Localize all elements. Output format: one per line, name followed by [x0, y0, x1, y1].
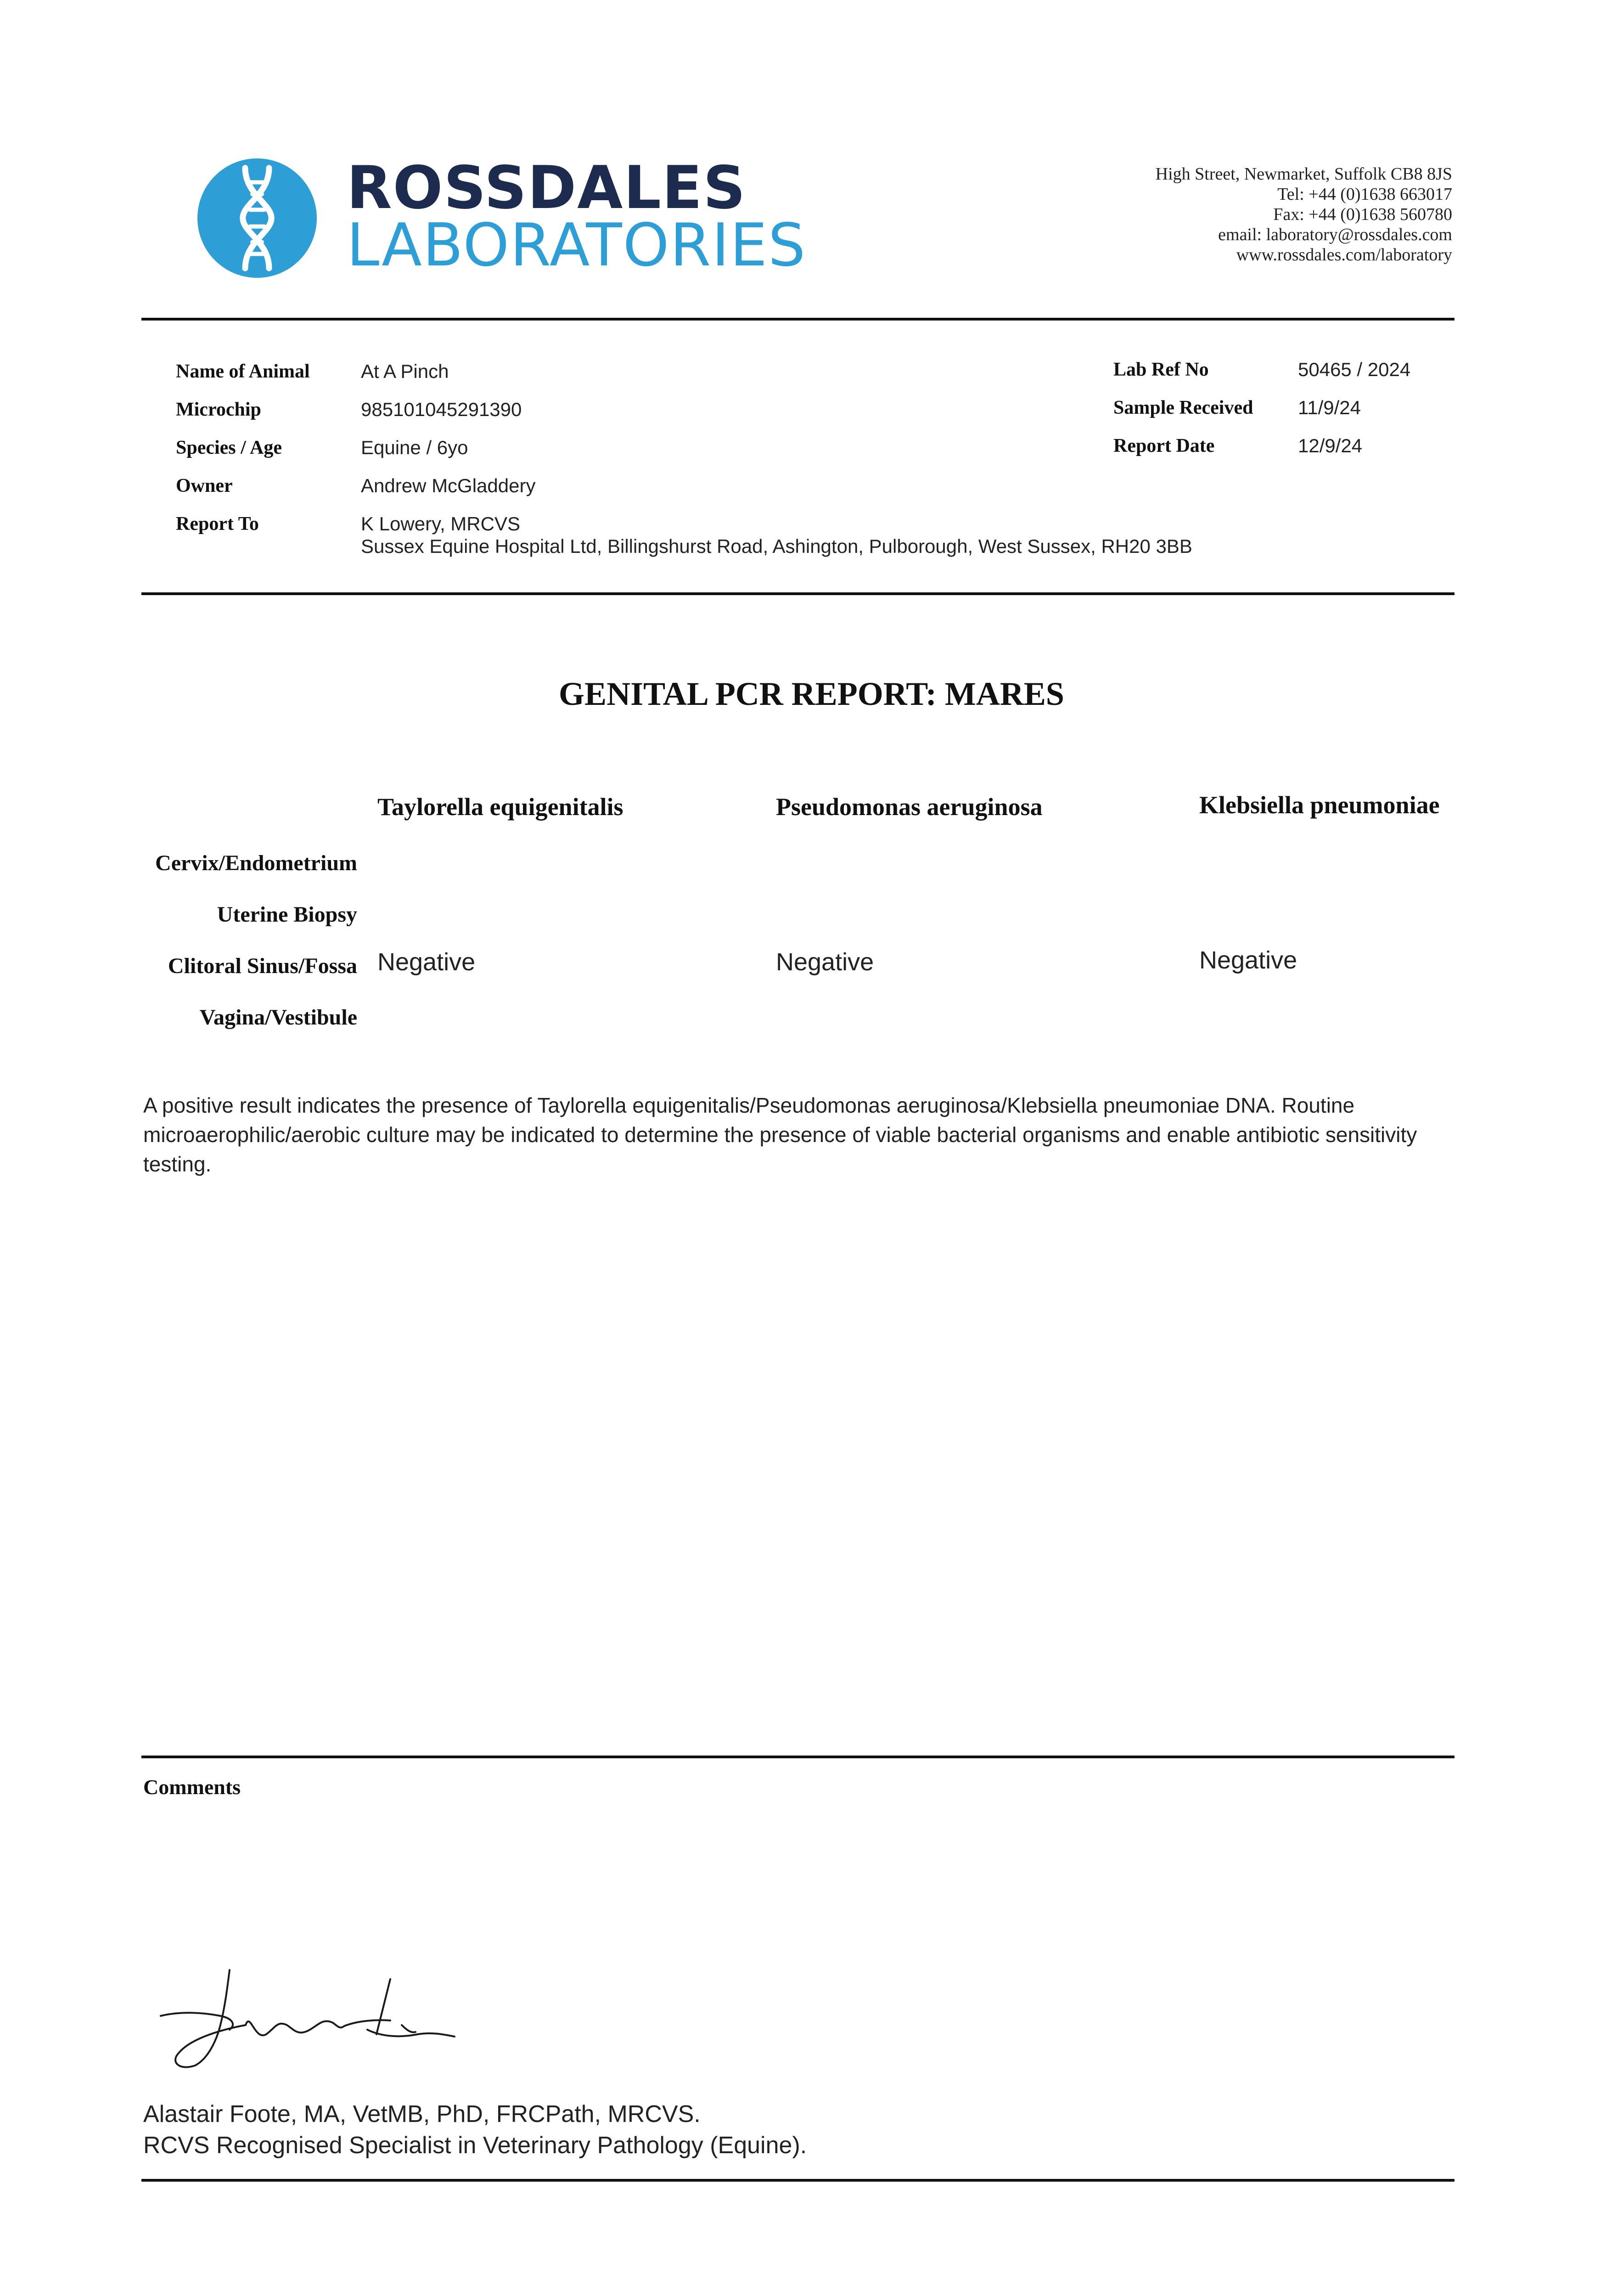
address-website: www.rossdales.com/laboratory: [1236, 245, 1452, 264]
sample-received-value: 11/9/24: [1298, 397, 1361, 418]
signatory-block: [143, 2099, 807, 2161]
owner-value: Andrew McGladdery: [361, 475, 536, 496]
animal-name-label: Name of Animal: [176, 361, 310, 382]
header-divider: [141, 318, 1455, 321]
species-label: Species / Age: [176, 437, 282, 458]
footer-divider: [141, 2179, 1455, 2182]
brand-name-line2: LABORATORIES: [347, 211, 807, 280]
species-value: Equine / 6yo: [361, 437, 468, 458]
address-fax: Fax: +44 (0)1638 560780: [1273, 205, 1452, 224]
result-clitoral-pseudomonas: Negative: [776, 948, 874, 976]
report-date-value: 12/9/24: [1298, 435, 1363, 456]
lab-ref-label: Lab Ref No: [1113, 359, 1209, 380]
signatory-title: RCVS Recognised Specialist in Veterinary Pathology (Equine).: [143, 2132, 807, 2159]
report-title: GENITAL PCR REPORT: MARES: [559, 675, 1064, 712]
report-to-address: Sussex Equine Hospital Ltd, Billingshurst Road, Ashington, Pulborough, West Sussex, RH20 3BB: [361, 535, 1192, 557]
sample-received-label: Sample Received: [1113, 397, 1253, 418]
details-divider: [141, 592, 1455, 595]
lab-ref-value: 50465 / 2024: [1298, 359, 1411, 380]
row-label-uterine-biopsy: Uterine Biopsy: [217, 902, 357, 927]
column-header-pseudomonas: Pseudomonas aeruginosa: [776, 793, 1043, 821]
animal-name-value: At A Pinch: [361, 360, 449, 382]
column-header-taylorella: Taylorella equigenitalis: [377, 793, 623, 821]
row-label-vagina: Vagina/Vestibule: [199, 1005, 357, 1030]
lab-address: [1156, 164, 1452, 265]
address-tel: Tel: +44 (0)1638 663017: [1277, 185, 1452, 204]
comments-label: Comments: [143, 1775, 241, 1799]
report-to-label: Report To: [176, 513, 259, 535]
report-to-name: K Lowery, MRCVS: [361, 513, 520, 535]
row-label-clitoral-sinus: Clitoral Sinus/Fossa: [168, 954, 357, 978]
brand-name-line1: ROSSDALES: [347, 154, 747, 222]
result-interpretation-note: A positive result indicates the presence of Taylorella equigenitalis/Pseudomonas aeruginosa/Klebsiella pneumoniae DNA. Routine microaerophilic/aerobic culture may be indicated to determine the presence of viable bacterial organisms and enable antibiotic sensitivity testing.: [143, 1093, 1417, 1176]
result-clitoral-klebsiella: Negative: [1199, 946, 1297, 974]
signatory-name: Alastair Foote, MA, VetMB, PhD, FRCPath, MRCVS.: [143, 2101, 701, 2127]
address-street: High Street, Newmarket, Suffolk CB8 8JS: [1155, 164, 1452, 184]
report-date-label: Report Date: [1113, 435, 1215, 456]
microchip-label: Microchip: [176, 399, 261, 420]
result-clitoral-taylorella: Negative: [377, 948, 476, 976]
microchip-value: 985101045291390: [361, 399, 522, 420]
column-header-klebsiella: Klebsiella pneumoniae: [1199, 791, 1440, 819]
handwritten-signature: [152, 1961, 496, 2080]
owner-label: Owner: [176, 475, 233, 496]
row-label-cervix: Cervix/Endometrium: [155, 851, 357, 875]
address-email: email: laboratory@rossdales.com: [1218, 225, 1452, 244]
dna-helix-icon: [197, 158, 317, 278]
comments-divider: [141, 1756, 1455, 1758]
